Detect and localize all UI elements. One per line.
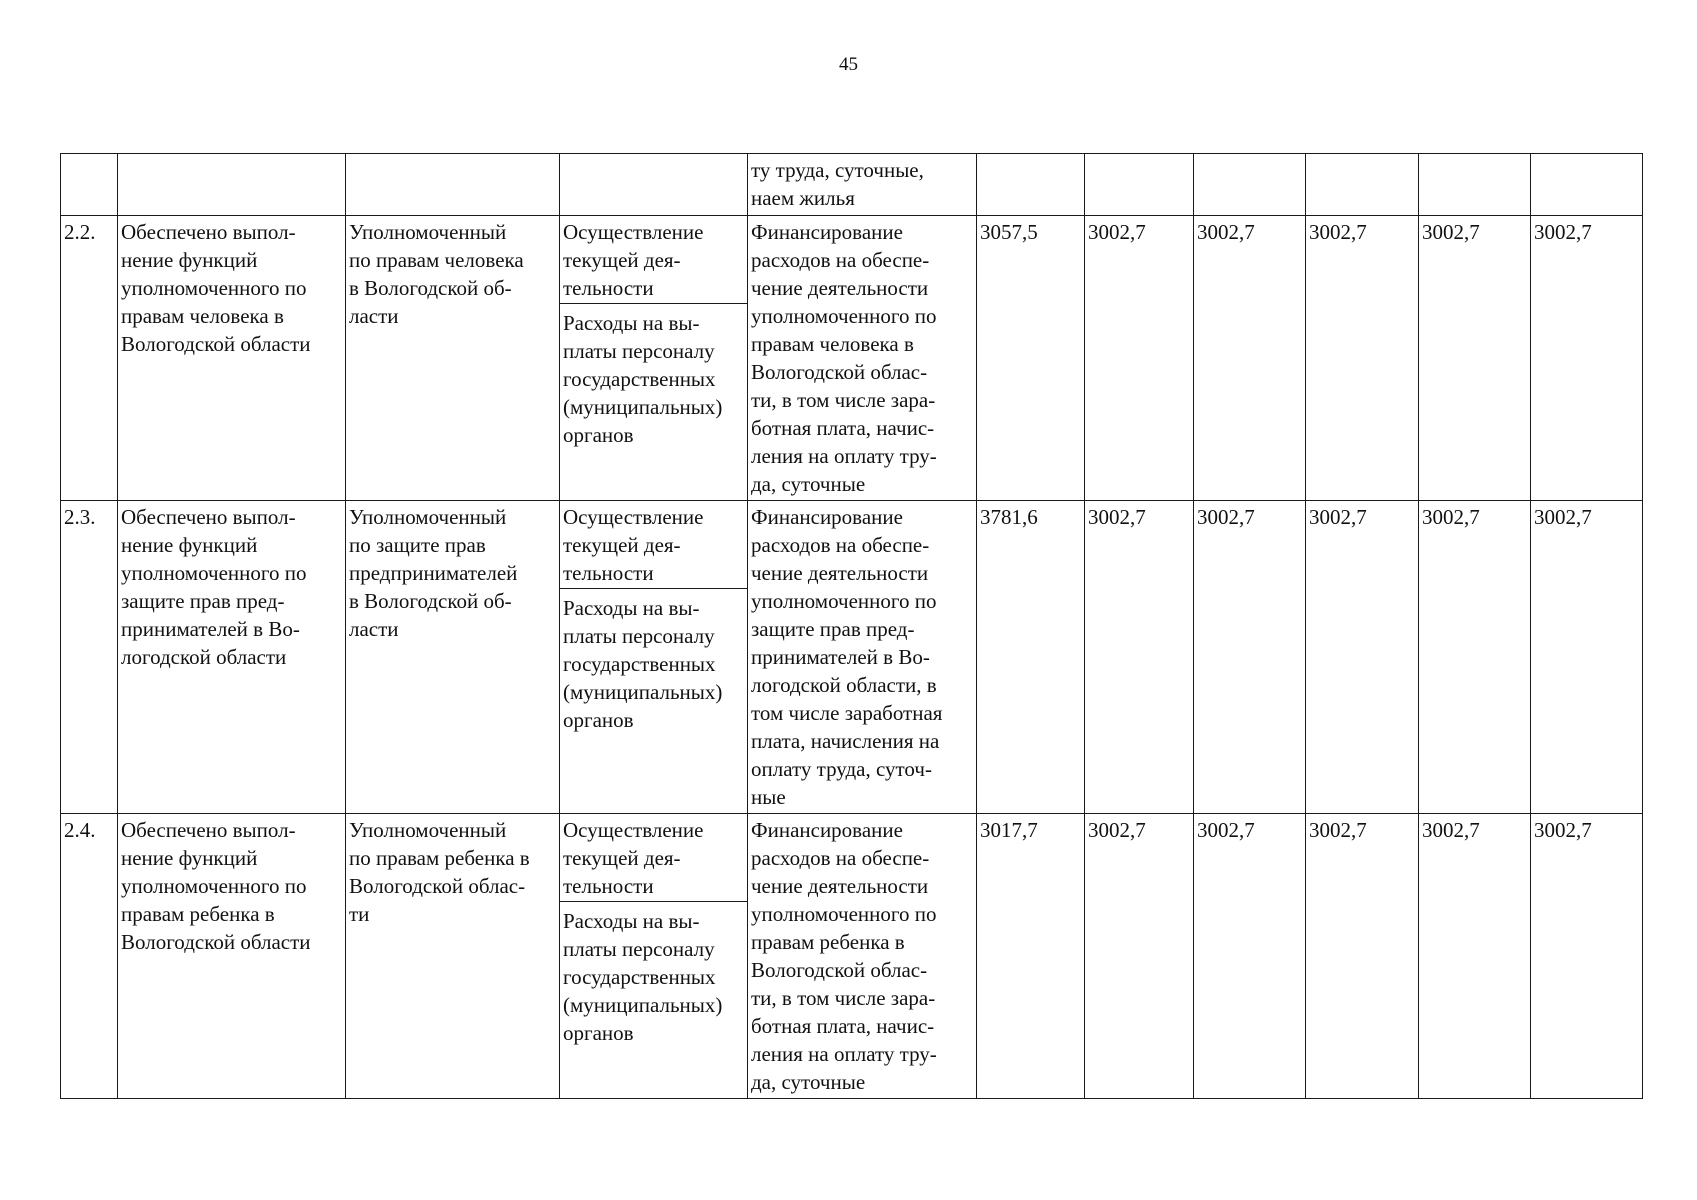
cell-num bbox=[61, 501, 118, 814]
cell-result bbox=[118, 501, 346, 814]
table-row bbox=[61, 216, 1643, 501]
cell-value: 3002,7 bbox=[1194, 216, 1306, 501]
cell-result bbox=[118, 814, 346, 1099]
activity-text: Финансирование расходов на обеспе- чение деятельности уполномоченного по правам ребенка в Вологодской облас- ти, в том числе зара- ботная плата, начис- ления на оплату тру- да, суточные bbox=[751, 818, 937, 1094]
result-text: Обеспечено выпол- нение функций уполномоченного по правам человека в Вологодской области bbox=[121, 220, 311, 356]
executor-text: Уполномоченный по правам ребенка в Вологодской облас- ти bbox=[349, 818, 530, 926]
activity-text: ту труда, суточные, наем жилья bbox=[751, 158, 924, 210]
cell-value: 3002,7 bbox=[1085, 814, 1194, 1099]
row-number: 2.4. bbox=[64, 818, 96, 842]
row-number: 2.2. bbox=[64, 220, 96, 244]
cell-value: 3002,7 bbox=[1419, 216, 1531, 501]
cell-value bbox=[1085, 154, 1194, 216]
cell-result bbox=[118, 216, 346, 501]
cell-value bbox=[1419, 154, 1531, 216]
cell-result bbox=[118, 154, 346, 216]
cell-value bbox=[977, 154, 1085, 216]
cell-executor bbox=[346, 814, 560, 1099]
cell-num bbox=[61, 216, 118, 501]
cell-num bbox=[61, 154, 118, 216]
cell-value: 3002,7 bbox=[1306, 814, 1419, 1099]
direction-bottom-text: Расходы на вы- платы персоналу государственных (муниципальных) органов bbox=[563, 311, 723, 447]
cell-value: 3002,7 bbox=[1531, 814, 1643, 1099]
cell-activity bbox=[748, 814, 977, 1099]
cell-value: 3057,5 bbox=[977, 216, 1085, 501]
cell-value: 3002,7 bbox=[1085, 501, 1194, 814]
row-number: 2.3. bbox=[64, 505, 96, 529]
cell-value bbox=[1531, 154, 1643, 216]
direction-top-text: Осуществление текущей дея- тельности bbox=[560, 814, 747, 902]
cell-activity bbox=[748, 154, 977, 216]
cell-direction bbox=[560, 501, 748, 814]
cell-value: 3002,7 bbox=[1306, 216, 1419, 501]
result-text: Обеспечено выпол- нение функций уполномоченного по защите прав пред- принимателей в Во- логодской области bbox=[121, 505, 307, 669]
direction-bottom-text: Расходы на вы- платы персоналу государственных (муниципальных) органов bbox=[563, 909, 723, 1045]
table-row bbox=[61, 501, 1643, 814]
cell-value: 3002,7 bbox=[1531, 216, 1643, 501]
direction-bottom-text: Расходы на вы- платы персоналу государственных (муниципальных) органов bbox=[563, 596, 723, 732]
cell-value bbox=[1306, 154, 1419, 216]
cell-value bbox=[1194, 154, 1306, 216]
cell-direction bbox=[560, 814, 748, 1099]
cell-executor bbox=[346, 501, 560, 814]
cell-direction bbox=[560, 216, 748, 501]
direction-top-text: Осуществление текущей дея- тельности bbox=[560, 216, 747, 304]
cell-value: 3781,6 bbox=[977, 501, 1085, 814]
cell-executor bbox=[346, 154, 560, 216]
cell-value: 3002,7 bbox=[1194, 501, 1306, 814]
cell-value: 3017,7 bbox=[977, 814, 1085, 1099]
direction-top-text: Осуществление текущей дея- тельности bbox=[560, 501, 747, 589]
program-table bbox=[60, 153, 1643, 1099]
activity-text: Финансирование расходов на обеспе- чение деятельности уполномоченного по правам человека в Вологодской облас- ти, в том числе зара- ботная плата, начис- ления на оплату тру- да, суточные bbox=[751, 220, 937, 496]
table-row bbox=[61, 814, 1643, 1099]
cell-activity bbox=[748, 501, 977, 814]
executor-text: Уполномоченный по правам человека в Вологодской об- ласти bbox=[349, 220, 524, 328]
cell-value: 3002,7 bbox=[1306, 501, 1419, 814]
page-number: 45 bbox=[839, 54, 858, 75]
cell-num bbox=[61, 814, 118, 1099]
cell-activity bbox=[748, 216, 977, 501]
cell-value: 3002,7 bbox=[1419, 501, 1531, 814]
result-text: Обеспечено выпол- нение функций уполномоченного по правам ребенка в Вологодской области bbox=[121, 818, 311, 954]
cell-value: 3002,7 bbox=[1531, 501, 1643, 814]
activity-text: Финансирование расходов на обеспе- чение деятельности уполномоченного по защите прав пред- принимателей в Во- логодской области, в том числе заработная плата, начисления на оплату труда, суточ- ные bbox=[751, 505, 943, 809]
cell-value: 3002,7 bbox=[1085, 216, 1194, 501]
cell-direction bbox=[560, 154, 748, 216]
executor-text: Уполномоченный по защите прав предпринимателей в Вологодской об- ласти bbox=[349, 505, 518, 641]
cell-executor bbox=[346, 216, 560, 501]
cell-value: 3002,7 bbox=[1419, 814, 1531, 1099]
cell-value: 3002,7 bbox=[1194, 814, 1306, 1099]
table-row-continuation bbox=[61, 154, 1643, 216]
